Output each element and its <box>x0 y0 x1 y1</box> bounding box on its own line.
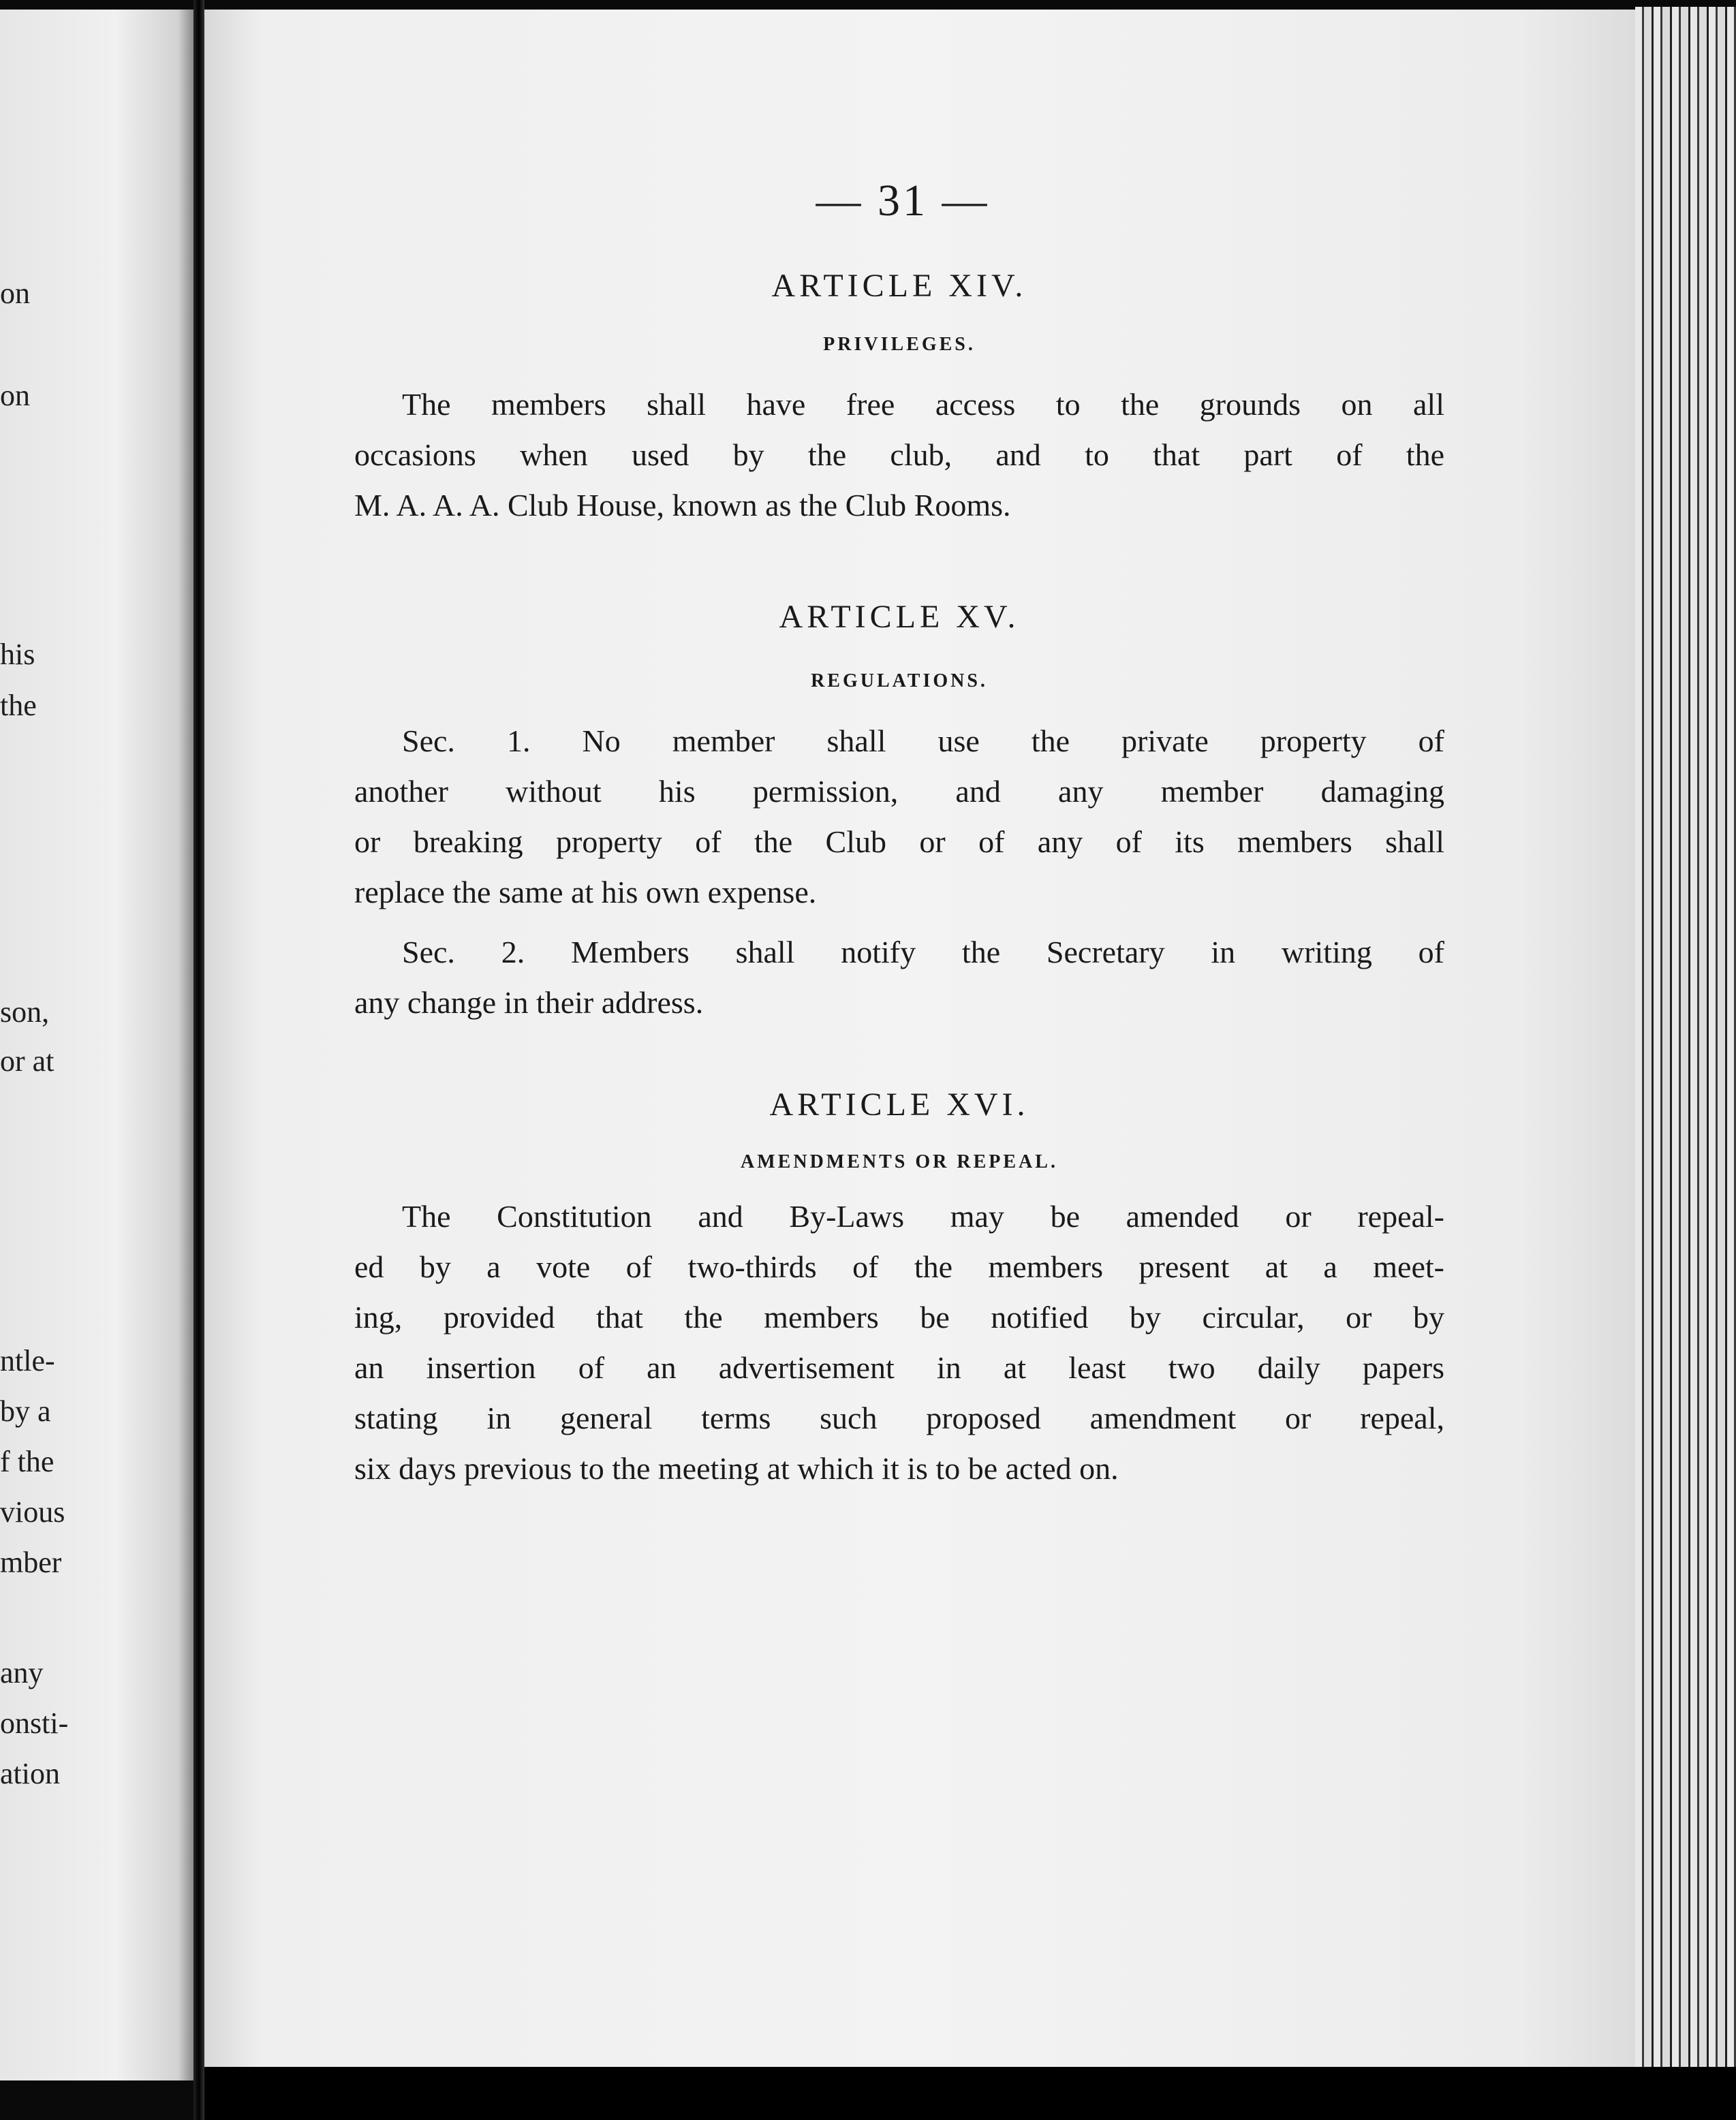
body-line: ed by a vote of two-thirds of the members present at a meet- <box>354 1249 1444 1284</box>
article-heading: ARTICLE XVI. <box>769 1087 1029 1123</box>
left-page-line: the <box>0 689 37 722</box>
left-page-line: vious <box>0 1495 65 1529</box>
body-line: M. A. A. A. Club House, known as the Club Rooms. <box>354 488 1011 523</box>
body-line: six days previous to the meeting at which it is to be acted on. <box>354 1451 1119 1486</box>
article-subheading: AMENDMENTS OR REPEAL. <box>741 1151 1058 1172</box>
left-page-line: ntle- <box>0 1344 55 1377</box>
body-line: The members shall have free access to the grounds on all <box>402 387 1444 422</box>
left-page-line: ation <box>0 1757 60 1790</box>
page-number: — 31 — <box>816 176 990 225</box>
left-page-line: mber <box>0 1546 62 1579</box>
book-gutter <box>193 0 204 2120</box>
body-line: replace the same at his own expense. <box>354 875 817 909</box>
article-subheading: REGULATIONS. <box>811 670 988 691</box>
body-line: The Constitution and By-Laws may be amended or repeal- <box>402 1199 1444 1234</box>
body-line: any change in their address. <box>354 985 704 1020</box>
body-line: Sec. 1. No member shall use the private property of <box>402 723 1444 758</box>
left-page-line: on <box>0 379 30 412</box>
body-line: an insertion of an advertisement in at least two daily papers <box>354 1350 1444 1385</box>
scan-bottom-edge <box>204 2067 1736 2120</box>
left-page-line: his <box>0 638 35 671</box>
previous-page-edge <box>0 10 193 2080</box>
left-page-line: on <box>0 277 30 310</box>
article-heading: ARTICLE XIV. <box>771 268 1027 304</box>
body-line: stating in general terms such proposed amendment or repeal, <box>354 1401 1444 1435</box>
left-page-line: or at <box>0 1044 55 1078</box>
article-subheading: PRIVILEGES. <box>823 334 976 355</box>
left-page-line: son, <box>0 995 50 1029</box>
left-page-line: onsti- <box>0 1706 69 1740</box>
page-edge-stack <box>1635 7 1736 2078</box>
body-line: ing, provided that the members be notified by circular, or by <box>354 1300 1444 1335</box>
left-page-line: f the <box>0 1445 55 1478</box>
article-heading: ARTICLE XV. <box>779 599 1020 635</box>
body-line: another without his permission, and any member damaging <box>354 774 1444 809</box>
left-page-line: by a <box>0 1394 51 1428</box>
main-page <box>204 10 1635 2067</box>
body-line: or breaking property of the Club or of any of its members shall <box>354 824 1444 859</box>
body-line: occasions when used by the club, and to that part of the <box>354 437 1444 472</box>
body-line: Sec. 2. Members shall notify the Secretary in writing of <box>402 935 1444 969</box>
left-page-line: any <box>0 1656 44 1689</box>
